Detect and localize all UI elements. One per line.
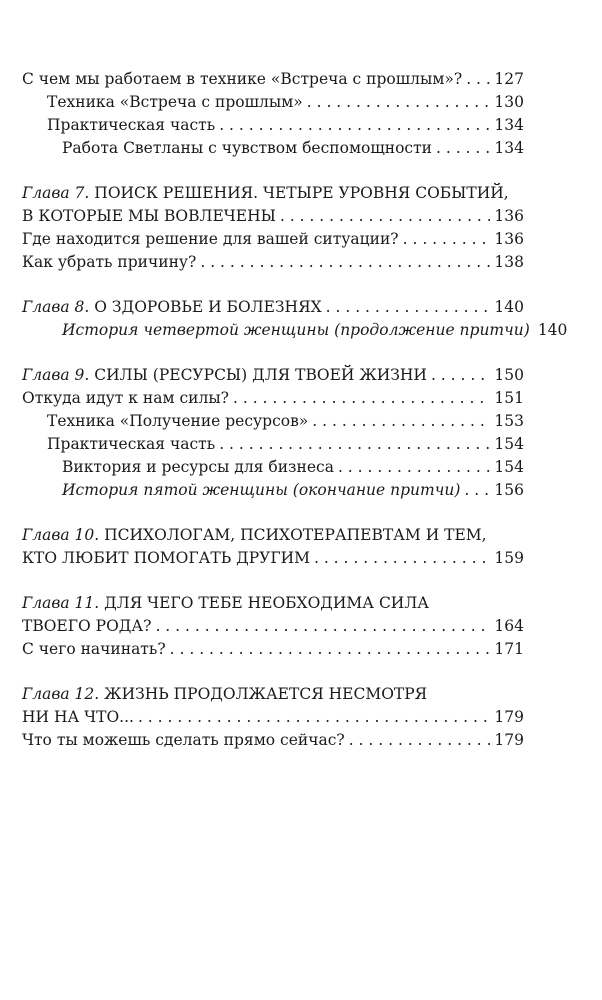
toc-chapter-12: [22, 683, 524, 752]
dot-leader: [138, 706, 490, 729]
page-number: 150: [494, 366, 524, 384]
entry-title: Как убрать причину?: [22, 253, 197, 271]
chapter-label: Глава 10.: [22, 526, 100, 544]
page-number: 130: [494, 93, 524, 111]
chapter-title-line2: ТВОЕГО РОДА?: [22, 617, 152, 635]
dot-leader: [155, 615, 490, 638]
page-number: 134: [494, 116, 524, 134]
chapter-heading[interactable]: [22, 296, 524, 319]
toc-entry[interactable]: [22, 729, 524, 752]
page-number: 164: [494, 617, 524, 635]
toc-entry[interactable]: [22, 410, 524, 433]
dot-leader: [464, 479, 490, 502]
entry-title: Что ты можешь сделать прямо сейчас?: [22, 731, 345, 749]
dot-leader: [200, 251, 490, 274]
page-number: 153: [494, 412, 524, 430]
page-number: 138: [494, 253, 524, 271]
chapter-heading-cont[interactable]: [22, 205, 524, 228]
chapter-heading[interactable]: [22, 592, 524, 615]
toc-chapter-8: [22, 296, 568, 342]
toc-entry[interactable]: [22, 456, 524, 479]
dot-leader: [436, 137, 490, 160]
chapter-title-line1: ПСИХОЛОГАМ, ПСИХОТЕРАПЕВТАМ И ТЕМ,: [104, 526, 487, 544]
toc-entry[interactable]: [22, 68, 524, 91]
toc-chapter-10: [22, 524, 524, 570]
page-number: 127: [494, 70, 524, 88]
toc-entry[interactable]: [22, 638, 524, 661]
dot-leader: [431, 364, 490, 387]
entry-title: Где находится решение для вашей ситуации?: [22, 230, 399, 248]
chapter-title-line2: КТО ЛЮБИТ ПОМОГАТЬ ДРУГИМ: [22, 549, 310, 567]
page-number: 179: [494, 731, 524, 749]
page-number: 171: [494, 640, 524, 658]
dot-leader: [312, 410, 490, 433]
toc-section-continued: [22, 68, 524, 160]
chapter-heading[interactable]: [22, 364, 524, 387]
dot-leader: [349, 729, 491, 752]
entry-title: Работа Светланы с чувством беспомощности: [62, 139, 432, 157]
chapter-heading[interactable]: [22, 524, 524, 547]
dot-leader: [307, 91, 491, 114]
dot-leader: [280, 205, 491, 228]
chapter-heading-cont[interactable]: [22, 615, 524, 638]
page-number: 136: [494, 207, 524, 225]
entry-title: Виктория и ресурсы для бизнеса: [62, 458, 334, 476]
dot-leader: [219, 114, 490, 137]
toc-entry[interactable]: [22, 387, 524, 410]
chapter-label: Глава 8.: [22, 298, 90, 316]
dot-leader: [219, 433, 490, 456]
page-number: 151: [494, 389, 524, 407]
chapter-title: О ЗДОРОВЬЕ И БОЛЕЗНЯХ: [94, 298, 322, 316]
entry-title: Практическая часть: [47, 435, 216, 453]
dot-leader: [170, 638, 491, 661]
chapter-label: Глава 7.: [22, 184, 90, 202]
toc-entry[interactable]: [22, 228, 524, 251]
toc-entry[interactable]: [22, 479, 524, 502]
dot-leader: [326, 296, 491, 319]
chapter-title-line1: ДЛЯ ЧЕГО ТЕБЕ НЕОБХОДИМА СИЛА: [104, 594, 429, 612]
chapter-title-line1: ЖИЗНЬ ПРОДОЛЖАЕТСЯ НЕСМОТРЯ: [104, 685, 428, 703]
page-number: 140: [537, 321, 568, 339]
chapter-title: СИЛЫ (РЕСУРСЫ) ДЛЯ ТВОЕЙ ЖИЗНИ: [94, 366, 427, 384]
toc-entry[interactable]: [22, 319, 568, 342]
page-number: 159: [494, 549, 524, 567]
toc-chapter-9: [22, 364, 524, 502]
toc-entry[interactable]: [22, 137, 524, 160]
chapter-title-line1: ПОИСК РЕШЕНИЯ. ЧЕТЫРЕ УРОВНЯ СОБЫТИЙ,: [94, 184, 509, 202]
chapter-heading-cont[interactable]: [22, 547, 524, 570]
toc-entry[interactable]: [22, 251, 524, 274]
page-number: 154: [494, 458, 524, 476]
entry-title: История пятой женщины (окончание притчи): [62, 481, 461, 499]
entry-title: С чего начинать?: [22, 640, 166, 658]
page-number: 154: [494, 435, 524, 453]
table-of-contents: [22, 68, 568, 774]
toc-entry[interactable]: [22, 91, 524, 114]
page-number: 179: [494, 708, 524, 726]
toc-chapter-11: [22, 592, 524, 661]
page-number: 156: [494, 481, 524, 499]
dot-leader: [403, 228, 491, 251]
page-number: 134: [494, 139, 524, 157]
chapter-heading[interactable]: [22, 683, 524, 706]
dot-leader: [466, 68, 490, 91]
chapter-heading-cont[interactable]: [22, 706, 524, 729]
toc-chapter-7: [22, 182, 524, 274]
entry-title: Практическая часть: [47, 116, 216, 134]
entry-title: Откуда идут к нам силы?: [22, 389, 229, 407]
dot-leader: [233, 387, 490, 410]
chapter-label: Глава 9.: [22, 366, 90, 384]
toc-entry[interactable]: [22, 433, 524, 456]
entry-title: Техника «Встреча с прошлым»: [47, 93, 303, 111]
chapter-label: Глава 11.: [22, 594, 100, 612]
chapter-title-line2: В КОТОРЫЕ МЫ ВОВЛЕЧЕНЫ: [22, 207, 276, 225]
page-number: 136: [494, 230, 524, 248]
chapter-title-line2: НИ НА ЧТО...: [22, 708, 134, 726]
entry-title: Техника «Получение ресурсов»: [47, 412, 309, 430]
dot-leader: [338, 456, 490, 479]
page-number: 140: [494, 298, 524, 316]
chapter-label: Глава 12.: [22, 685, 100, 703]
entry-title: История четвертой женщины (продолжение притчи): [62, 321, 530, 339]
dot-leader: [314, 547, 490, 570]
chapter-heading[interactable]: [22, 182, 524, 205]
entry-title: С чем мы работаем в технике «Встреча с прошлым»?: [22, 70, 463, 88]
toc-entry[interactable]: [22, 114, 524, 137]
